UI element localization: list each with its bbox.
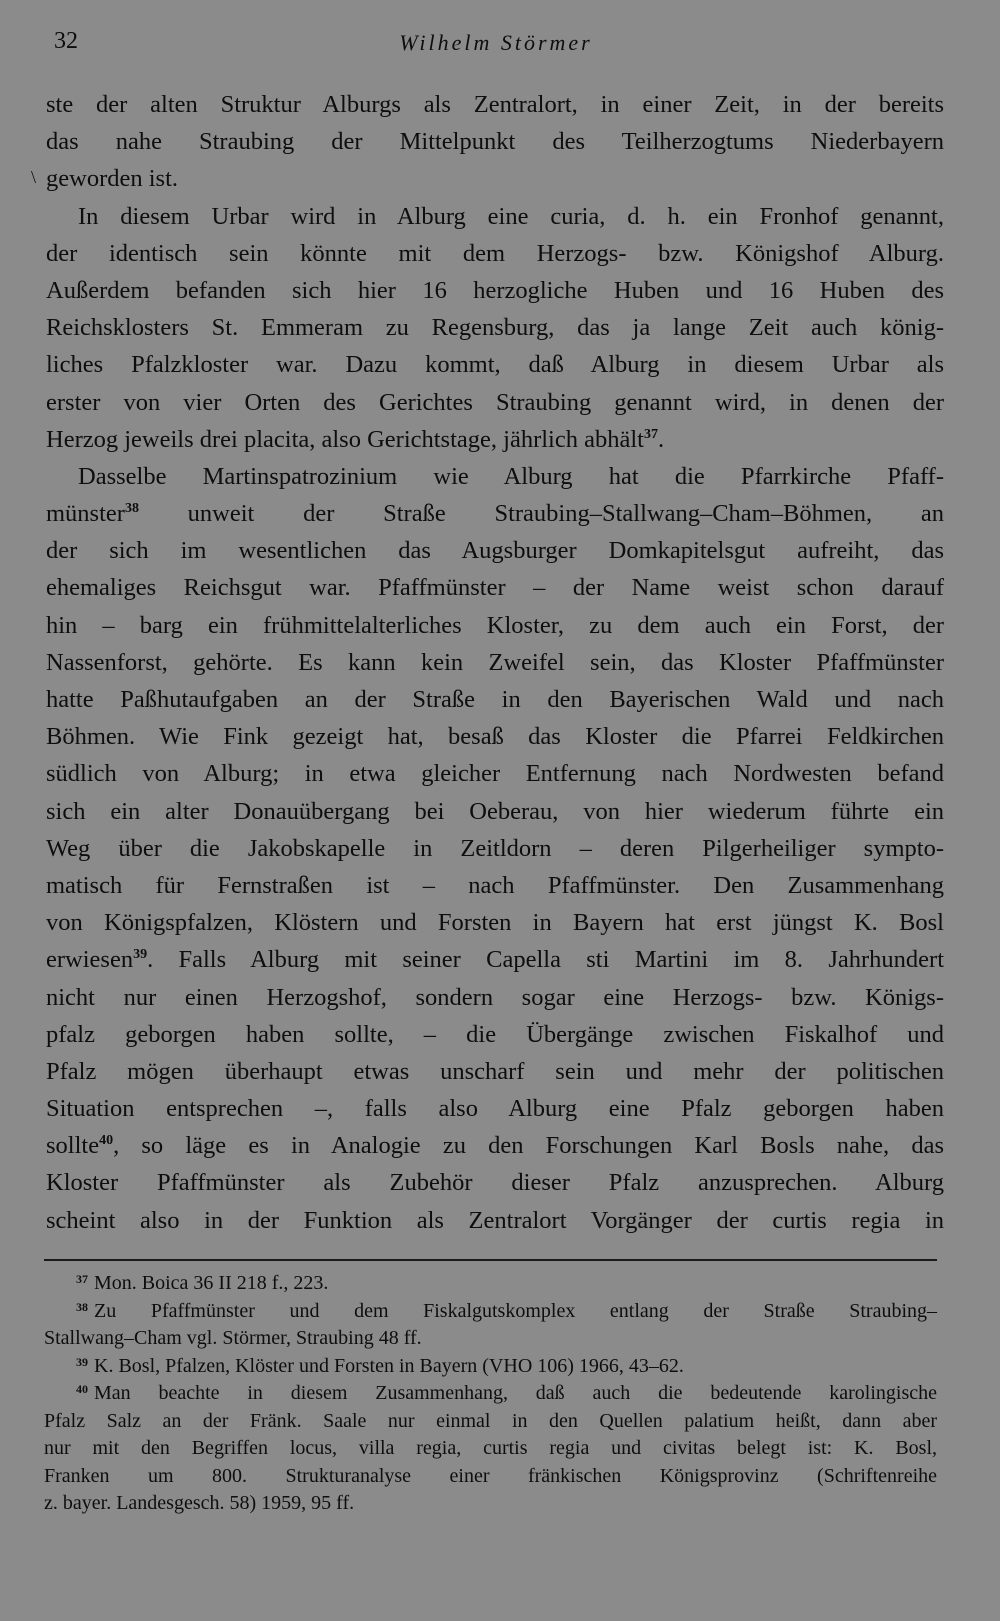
text-line: von Königspfalzen, Klöstern und Forsten in Bayern hat erst jüngst K. Bosl [46,909,944,937]
footnote-continuation: z. bayer. Landesgesch. 58) 1959, 95 ff. [44,1492,355,1514]
text-line: scheint also in der Funktion als Zentralort Vorgänger der curtis regia in [46,1206,944,1234]
text-line: liches Pfalzkloster war. Dazu kommt, daß Alburg in diesem Urbar als [46,351,944,379]
footnote-continuation: Stallwang–Cham vgl. Störmer, Straubing 48 ff. [44,1327,422,1349]
footnote-divider [44,1259,937,1261]
text-line: Böhmen. Wie Fink gezeigt hat, besaß das Kloster die Pfarrei Feldkirchen [46,723,944,751]
footnote-number: 40 [76,1382,88,1396]
text-line: sollte$^{40}$, so läge es in Analogie zu den Forschungen Karl Bosls nahe, das [46,1132,944,1160]
text-line: pfalz geborgen haben sollte, – die Übergänge zwischen Fiskalhof und [46,1020,944,1048]
footnote: $^{40}$ Man beachte in diesem Zusammenhang, daß auch die bedeutende karolingische [76,1382,937,1404]
running-head: Wilhelm Störmer [399,30,593,55]
text-line: südlich von Alburg; in etwa gleicher Entfernung nach Nordwesten befand [46,760,944,788]
text-line: das nahe Straubing der Mittelpunkt des Teilherzogtums Niederbayern [46,128,944,156]
text-line: In diesem Urbar wird in Alburg eine curia, d. h. ein Fronhof genannt, [78,202,944,230]
footnote-continuation: nur mit den Begriffen locus, villa regia, curtis regia und civitas belegt ist: K. Bosl, [44,1437,937,1459]
text-line: nicht nur einen Herzogshof, sondern sogar eine Herzogs- bzw. Königs- [46,983,944,1011]
text-line: matisch für Fernstraßen ist – nach Pfaffmünster. Den Zusammenhang [46,871,944,899]
text-line: Dasselbe Martinspatrozinium wie Alburg hat die Pfarrkirche Pfaff- [78,462,944,490]
text-line: Kloster Pfaffmünster als Zubehör dieser Pfalz anzusprechen. Alburg [46,1169,944,1197]
text-line: Situation entsprechen –, falls also Alburg eine Pfalz geborgen haben [46,1095,944,1123]
footnote-ref[interactable]: 39 [133,947,148,963]
text-line: hatte Paßhutaufgaben an der Straße in den Bayerischen Wald und nach [46,686,944,713]
text-line: erster von vier Orten des Gerichtes Straubing genannt wird, in denen der [46,388,944,416]
page-number: 32 [54,28,78,54]
footnotes [44,1270,937,1518]
margin-mark: \ [31,167,37,187]
footnote-number: 39 [76,1354,88,1369]
text-line: sich ein alter Donauübergang bei Oeberau, von hier wiederum führte ein [46,797,944,825]
footnote-ref[interactable]: 37 [643,426,658,442]
text-line: Pfalz mögen überhaupt etwas unscharf sein und mehr der politischen [46,1057,944,1085]
text-line: geworden ist. [46,165,178,193]
footnote-ref[interactable]: 40 [99,1133,114,1149]
footnote-ref[interactable]: 38 [124,501,139,517]
body-text [46,86,944,1239]
footnote: $^{38}$ Zu Pfaffmünster und dem Fiskalgutskomplex entlang der Straße Straubing– [76,1299,937,1322]
text-line: Herzog jeweils drei placita, also Gerichtstage, jährlich abhält$^{37}$. [46,425,665,453]
text-line: erwiesen$^{39}$. Falls Alburg mit seiner Capella sti Martini im 8. Jahrhundert [46,946,944,974]
page-header [50,28,942,62]
text-line: Außerdem befanden sich hier 16 herzogliche Huben und 16 Huben des [46,276,944,304]
text-line: Weg über die Jakobskapelle in Zeitldorn – deren Pilgerheiliger sympto- [46,834,944,862]
footnote-number: 38 [76,1299,88,1314]
text-line: ste der alten Struktur Alburgs als Zentralort, in einer Zeit, in der bereits [46,91,944,118]
text-line: der identisch sein könnte mit dem Herzogs- bzw. Königshof Alburg. [46,239,944,267]
footnote-continuation: Franken um 800. Strukturanalyse einer fränkischen Königsprovinz (Schriftenreihe [44,1464,937,1487]
text-line: Nassenforst, gehörte. Es kann kein Zweifel sein, das Kloster Pfaffmünster [46,648,944,676]
text-line: münster$^{38}$ unweit der Straße Straubing–Stallwang–Cham–Böhmen, an [46,500,944,528]
footnote-number: 37 [76,1272,88,1286]
footnote: $^{39}$ K. Bosl, Pfalzen, Klöster und Forsten in Bayern (VHO 106) 1966, 43–62. [76,1354,684,1377]
text-line: der sich im wesentlichen das Augsburger Domkapitelsgut aufreiht, das [46,537,944,565]
text-line: hin – barg ein frühmittelalterliches Kloster, zu dem auch ein Forst, der [46,611,944,639]
text-line: Reichsklosters St. Emmeram zu Regensburg, das ja lange Zeit auch könig- [46,314,944,342]
footnote-continuation: Pfalz Salz an der Fränk. Saale nur einmal in den Quellen palatium heißt, dann aber [44,1409,937,1432]
footnote: $^{37}$ Mon. Boica 36 II 218 f., 223. [76,1272,329,1294]
text-line: ehemaliges Reichsgut war. Pfaffmünster – der Name weist schon darauf [46,574,944,602]
